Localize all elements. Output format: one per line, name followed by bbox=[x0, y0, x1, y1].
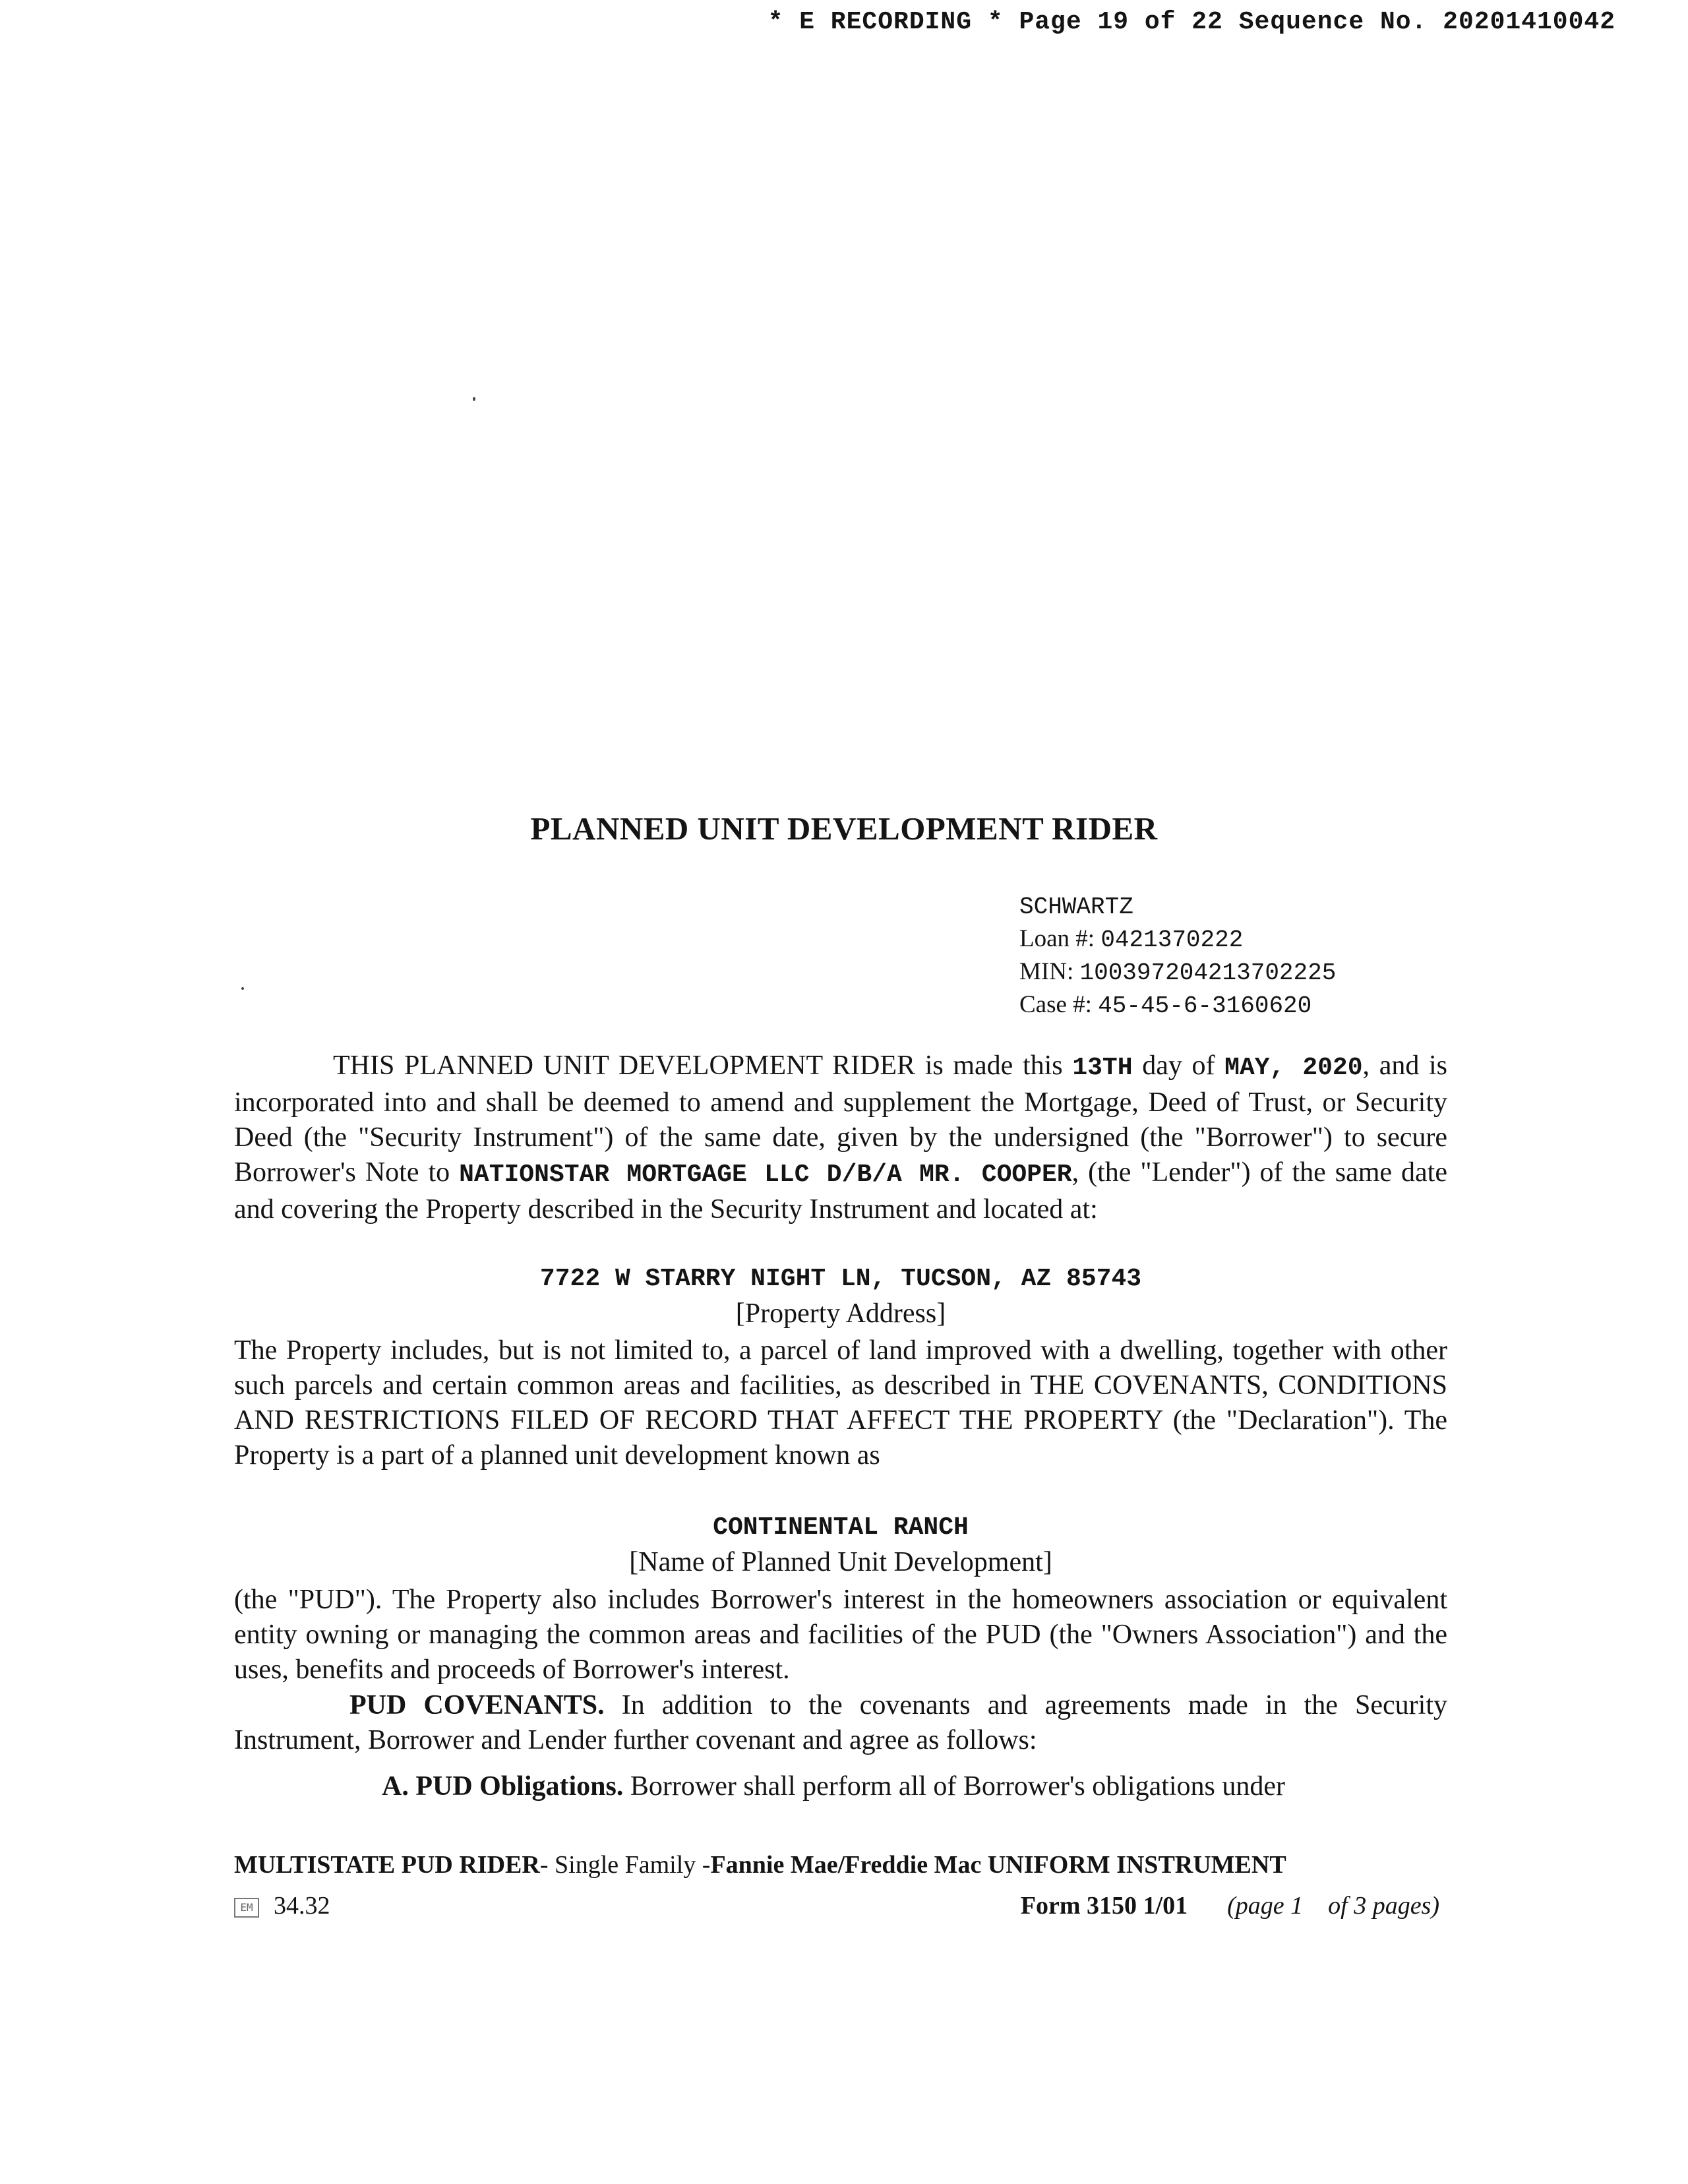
document-title: PLANNED UNIT DEVELOPMENT RIDER bbox=[530, 810, 1158, 847]
footer-family-type: - Single Family - bbox=[539, 1851, 711, 1879]
intro-text-4: , (the "Lender") of the same date and covering the Property described in the Security Instrument and located at: bbox=[234, 1157, 1447, 1225]
pud-obligations-text: Borrower shall perform all of Borrower's obligations under bbox=[623, 1771, 1286, 1802]
loan-number: 0421370222 bbox=[1100, 926, 1244, 954]
form-footer-title bbox=[234, 1850, 1447, 1879]
pud-name: CONTINENTAL RANCH bbox=[713, 1513, 969, 1542]
recording-stamp: * E RECORDING * Page 19 of 22 Sequence No. 20201410042 bbox=[768, 8, 1615, 36]
footer-instrument-name: Fannie Mae/Freddie Mac UNIFORM INSTRUMENT bbox=[710, 1851, 1286, 1879]
form-vendor-icon: EM bbox=[234, 1898, 259, 1918]
pud-name-caption: [Name of Planned Unit Development] bbox=[629, 1547, 1052, 1577]
footer-rider-name: MULTISTATE PUD RIDER bbox=[234, 1851, 540, 1879]
pud-obligations-heading: A. PUD Obligations. bbox=[382, 1771, 624, 1802]
case-number: 45-45-6-3160620 bbox=[1098, 992, 1312, 1019]
case-number-label: Case #: bbox=[1019, 991, 1099, 1018]
scan-speck bbox=[473, 397, 475, 401]
borrower-name: SCHWARTZ bbox=[1019, 894, 1133, 921]
pud-covenants-heading: PUD COVENANTS. bbox=[349, 1690, 605, 1720]
form-page-info bbox=[1021, 1891, 1439, 1920]
min-label: MIN: bbox=[1019, 958, 1080, 985]
scan-speck bbox=[241, 987, 244, 990]
loan-reference-block bbox=[1019, 892, 1336, 1022]
intro-text-1: THIS PLANNED UNIT DEVELOPMENT RIDER is made this bbox=[333, 1050, 1073, 1081]
loan-number-label: Loan #: bbox=[1019, 925, 1101, 952]
pud-obligations-paragraph bbox=[234, 1769, 1447, 1804]
intro-text-3: , and is incorporated into and shall be deemed to amend and supplement the Mortgage, Deed of Trust, or Security Deed (the "Security Instrument") of the same date, given by the undersigned (the "Borrower") to secure Borrower's Note to bbox=[234, 1050, 1447, 1188]
min-number: 100397204213702225 bbox=[1079, 959, 1337, 986]
pud-paragraph: (the "PUD"). The Property also includes Borrower's interest in the homeowners association or equivalent entity owning or managing the common areas and facilities of the PUD (the "Owners Association") and the uses, benefits and proceeds of Borrower's interest. bbox=[234, 1585, 1447, 1685]
form-number: Form 3150 1/01 bbox=[1020, 1892, 1188, 1920]
page-number: (page 1 of 3 pages) bbox=[1227, 1892, 1439, 1920]
form-footer-meta bbox=[234, 1891, 1447, 1920]
min-line bbox=[1019, 956, 1336, 989]
pud-covenants-paragraph bbox=[234, 1688, 1447, 1758]
declaration-paragraph: The Property includes, but is not limited to, a parcel of land improved with a dwelling, together with other such parcels and certain common areas and facilities, as described in THE COVENANTS, CONDITIONS AND RESTRICTIONS FILED OF RECORD THAT AFFECT THE PROPERTY (the "Declaration"). The Property is a part of a planned unit development known as bbox=[234, 1335, 1447, 1471]
intro-text-2: day of bbox=[1132, 1050, 1225, 1081]
intro-paragraph bbox=[234, 1048, 1447, 1227]
property-address-caption: [Property Address] bbox=[735, 1298, 946, 1329]
rider-month-year: MAY, 2020 bbox=[1224, 1054, 1363, 1082]
loan-number-line bbox=[1019, 923, 1336, 956]
rider-day: 13TH bbox=[1072, 1054, 1133, 1082]
lender-name: NATIONSTAR MORTGAGE LLC D/B/A MR. COOPER bbox=[459, 1161, 1072, 1189]
pud-covenants-text: In addition to the covenants and agreements made in the Security Instrument, Borrower and Lender further covenant and agree as follows: bbox=[234, 1690, 1447, 1755]
case-number-line bbox=[1019, 989, 1336, 1022]
form-code: 34.32 bbox=[274, 1892, 330, 1920]
property-address: 7722 W STARRY NIGHT LN, TUCSON, AZ 85743 bbox=[539, 1265, 1142, 1293]
